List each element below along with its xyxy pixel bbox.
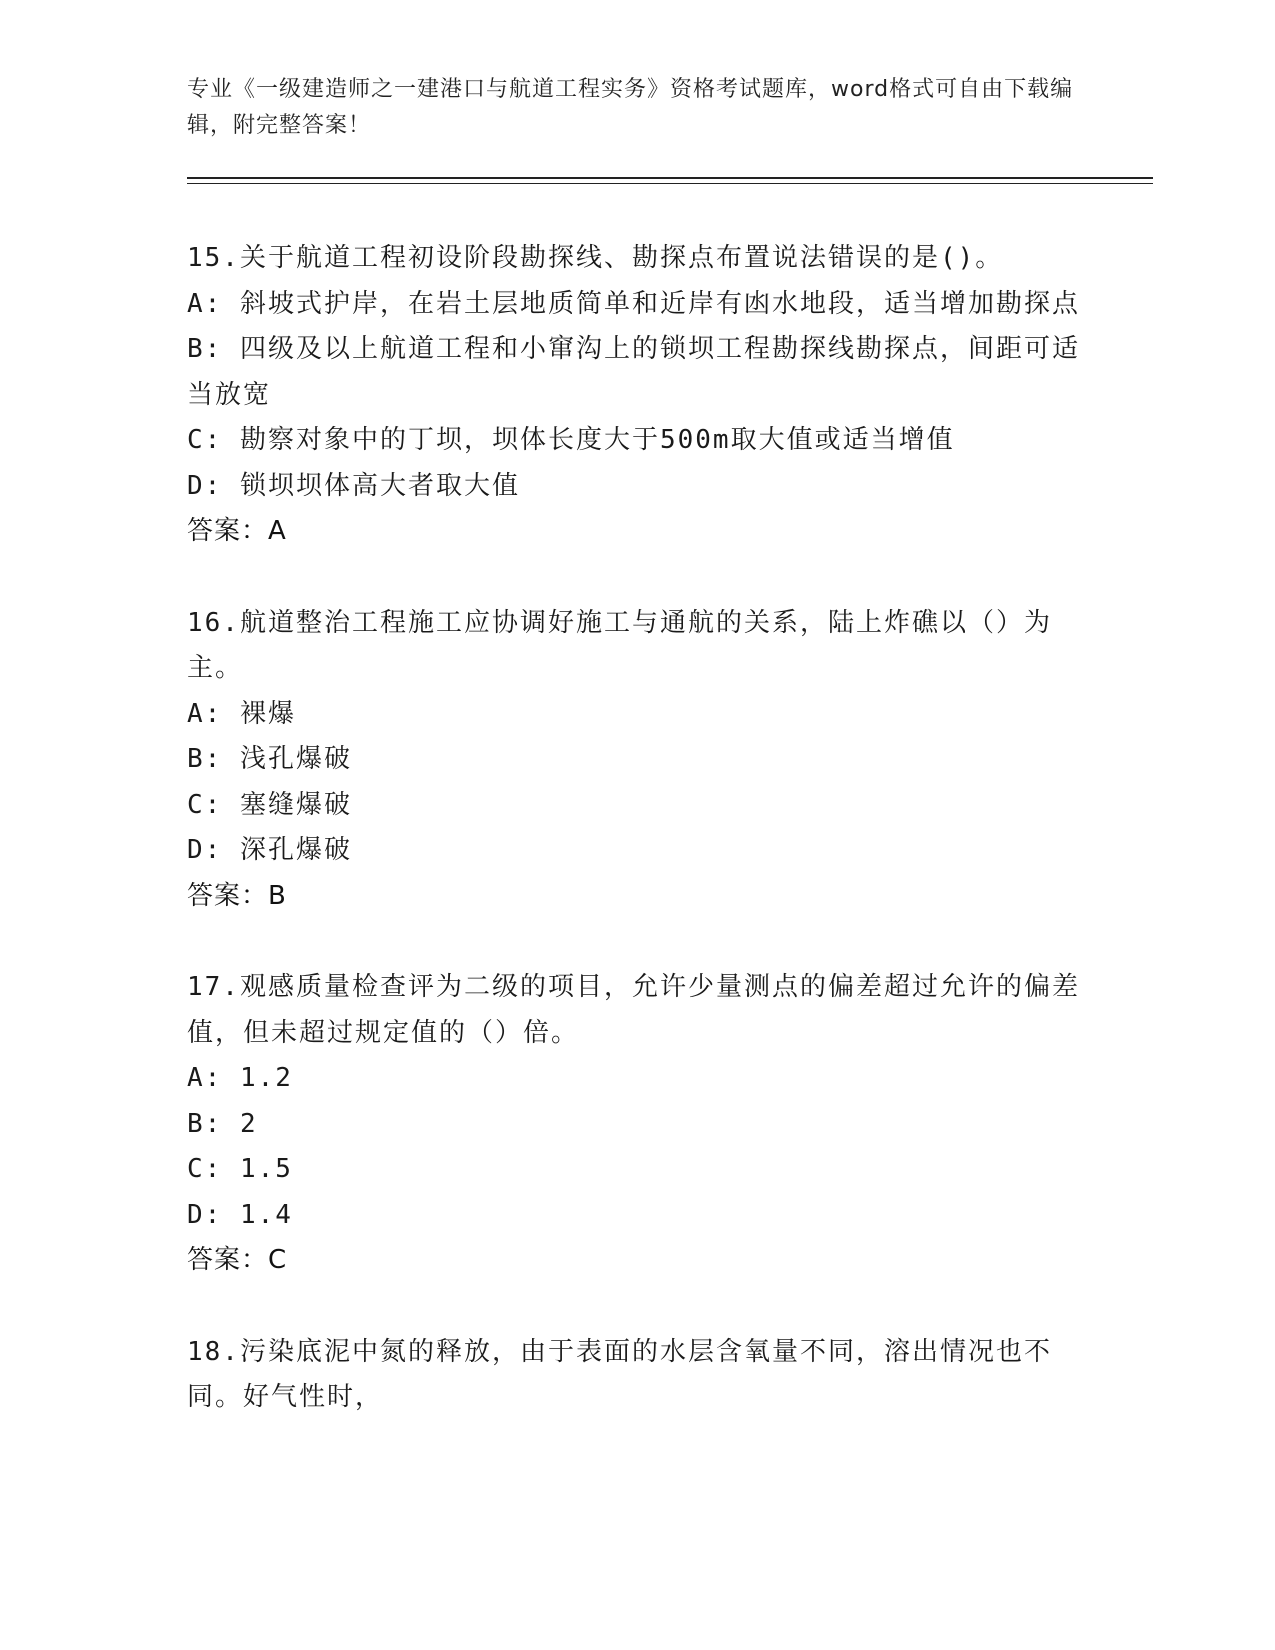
option-c: C: 勘察对象中的丁坝，坝体长度大于500m取大值或适当增值 (187, 425, 955, 455)
document-header: 专业《一级建造师之一建港口与航道工程实务》资格考试题库，word格式可自由下载编辑，附完整答案！ (187, 77, 1074, 138)
question-16 (187, 601, 1087, 920)
header-divider-thin (187, 183, 1153, 184)
option-c: C: 1.5 (187, 1154, 293, 1184)
question-15 (187, 236, 1087, 555)
option-a: A: 斜坡式护岸，在岩土层地质简单和近岸有凼水地段，适当增加勘探点 (187, 288, 1080, 319)
question-stem: 16.航道整治工程施工应协调好施工与通航的关系，陆上炸礁以（）为主。 (187, 607, 1052, 683)
option-a: A: 裸爆 (187, 698, 296, 729)
option-d: D: 1.4 (187, 1199, 293, 1230)
question-list (187, 236, 1087, 1467)
question-stem: 15.关于航道工程初设阶段勘探线、勘探点布置说法错误的是()。 (187, 243, 1004, 273)
header-divider-thick (187, 177, 1153, 179)
answer-label: 答案：C (187, 1245, 288, 1275)
option-d: D: 锁坝坝体高大者取大值 (187, 470, 520, 501)
answer-label: 答案：A (187, 516, 287, 546)
option-a: A: 1.2 (187, 1063, 293, 1093)
option-d: D: 深孔爆破 (187, 835, 352, 865)
question-17 (187, 965, 1087, 1284)
question-stem: 18.污染底泥中氮的释放，由于表面的水层含氧量不同，溶出情况也不同。好气性时， (187, 1336, 1052, 1412)
question-18 (187, 1330, 1087, 1421)
answer-label: 答案：B (187, 880, 287, 911)
option-b: B: 浅孔爆破 (187, 744, 352, 774)
question-stem: 17.观感质量检查评为二级的项目，允许少量测点的偏差超过允许的偏差值，但未超过规定值的（）倍。 (187, 972, 1080, 1048)
option-b: B: 2 (187, 1108, 258, 1139)
option-b: B: 四级及以上航道工程和小窜沟上的锁坝工程勘探线勘探点，间距可适当放宽 (187, 334, 1080, 410)
option-c: C: 塞缝爆破 (187, 789, 352, 820)
